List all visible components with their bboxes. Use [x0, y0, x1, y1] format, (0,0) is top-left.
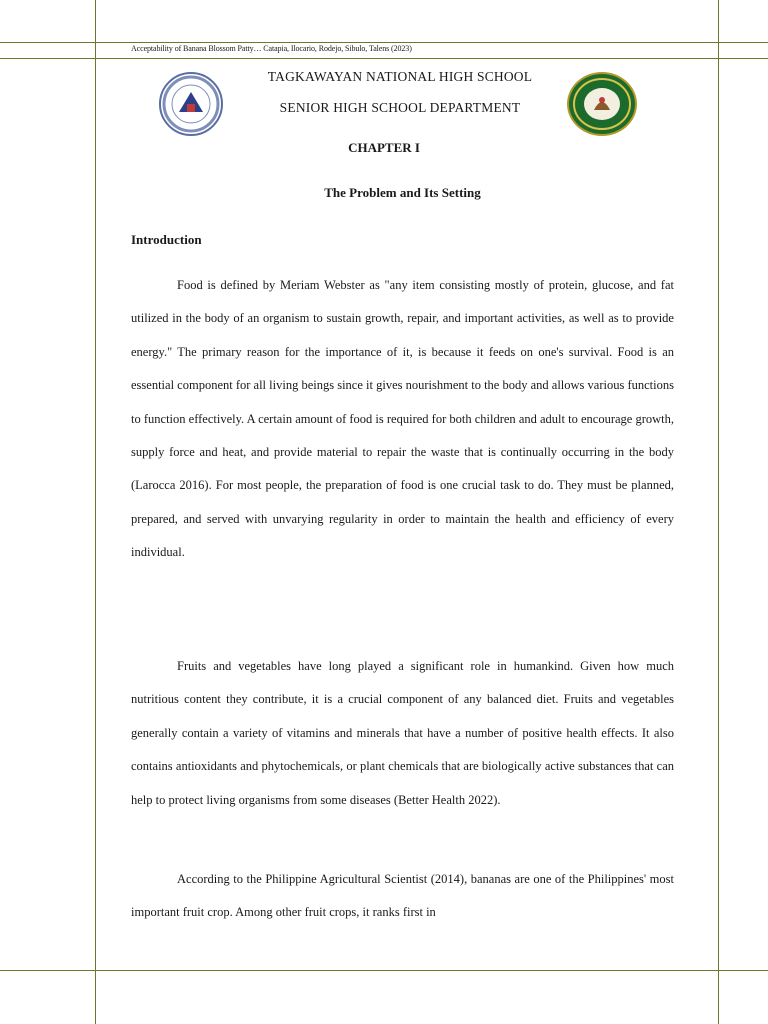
- header-rule-line: [0, 58, 768, 59]
- school-seal-icon: [567, 72, 637, 136]
- chapter-number: CHAPTER I: [348, 140, 420, 155]
- chapter-title: The Problem and Its Setting: [324, 185, 481, 200]
- body-paragraph: Fruits and vegetables have long played a significant role in humankind. Given how much nutritious content they contribute, it is a crucial component of any balanced diet. Fruits and vegetables generally contain a variety of vitamins and minerals that have a number of positive health effects. It also contains antioxidants and phytochemicals, or plant chemicals that are biologically active substances that can help to protect living organisms from some diseases (Better Health 2022).: [131, 659, 674, 807]
- body-paragraph: According to the Philippine Agricultural Scientist (2014), bananas are one of the Philippines' most important fruit crop. Among other fruit crops, it ranks first in: [131, 872, 674, 920]
- department-name: SENIOR HIGH SCHOOL DEPARTMENT: [279, 100, 521, 115]
- top-margin-line: [0, 42, 768, 43]
- body-paragraph: Food is defined by Meriam Webster as "any item consisting mostly of protein, glucose, and fat utilized in the body of an organism to sustain growth, repair, and important activities, as well as to provide energy." The primary reason for the importance of it, is because it feeds on one's survival. Food is an essential component for all living beings since it gives nourishment to the body and allows various functions to function effectively. A certain amount of food is required for both children and adult to encourage growth, supply force and heat, and provide material to repair the waste that is continually occurring in the body (Larocca 2016). For most people, the preparation of food is one crucial task to do. They must be planned, prepared, and served with unvarying regularity in order to maintain the health and efficiency of every individual.: [131, 278, 674, 560]
- bottom-margin-line: [0, 970, 768, 971]
- deped-seal-icon: [159, 72, 223, 136]
- running-header: Acceptability of Banana Blossom Patty… Catapia, Ilocario, Rodejo, Sibulo, Talens (2023): [131, 44, 412, 53]
- section-heading: Introduction: [131, 232, 202, 247]
- school-name: TAGKAWAYAN NATIONAL HIGH SCHOOL: [267, 69, 533, 84]
